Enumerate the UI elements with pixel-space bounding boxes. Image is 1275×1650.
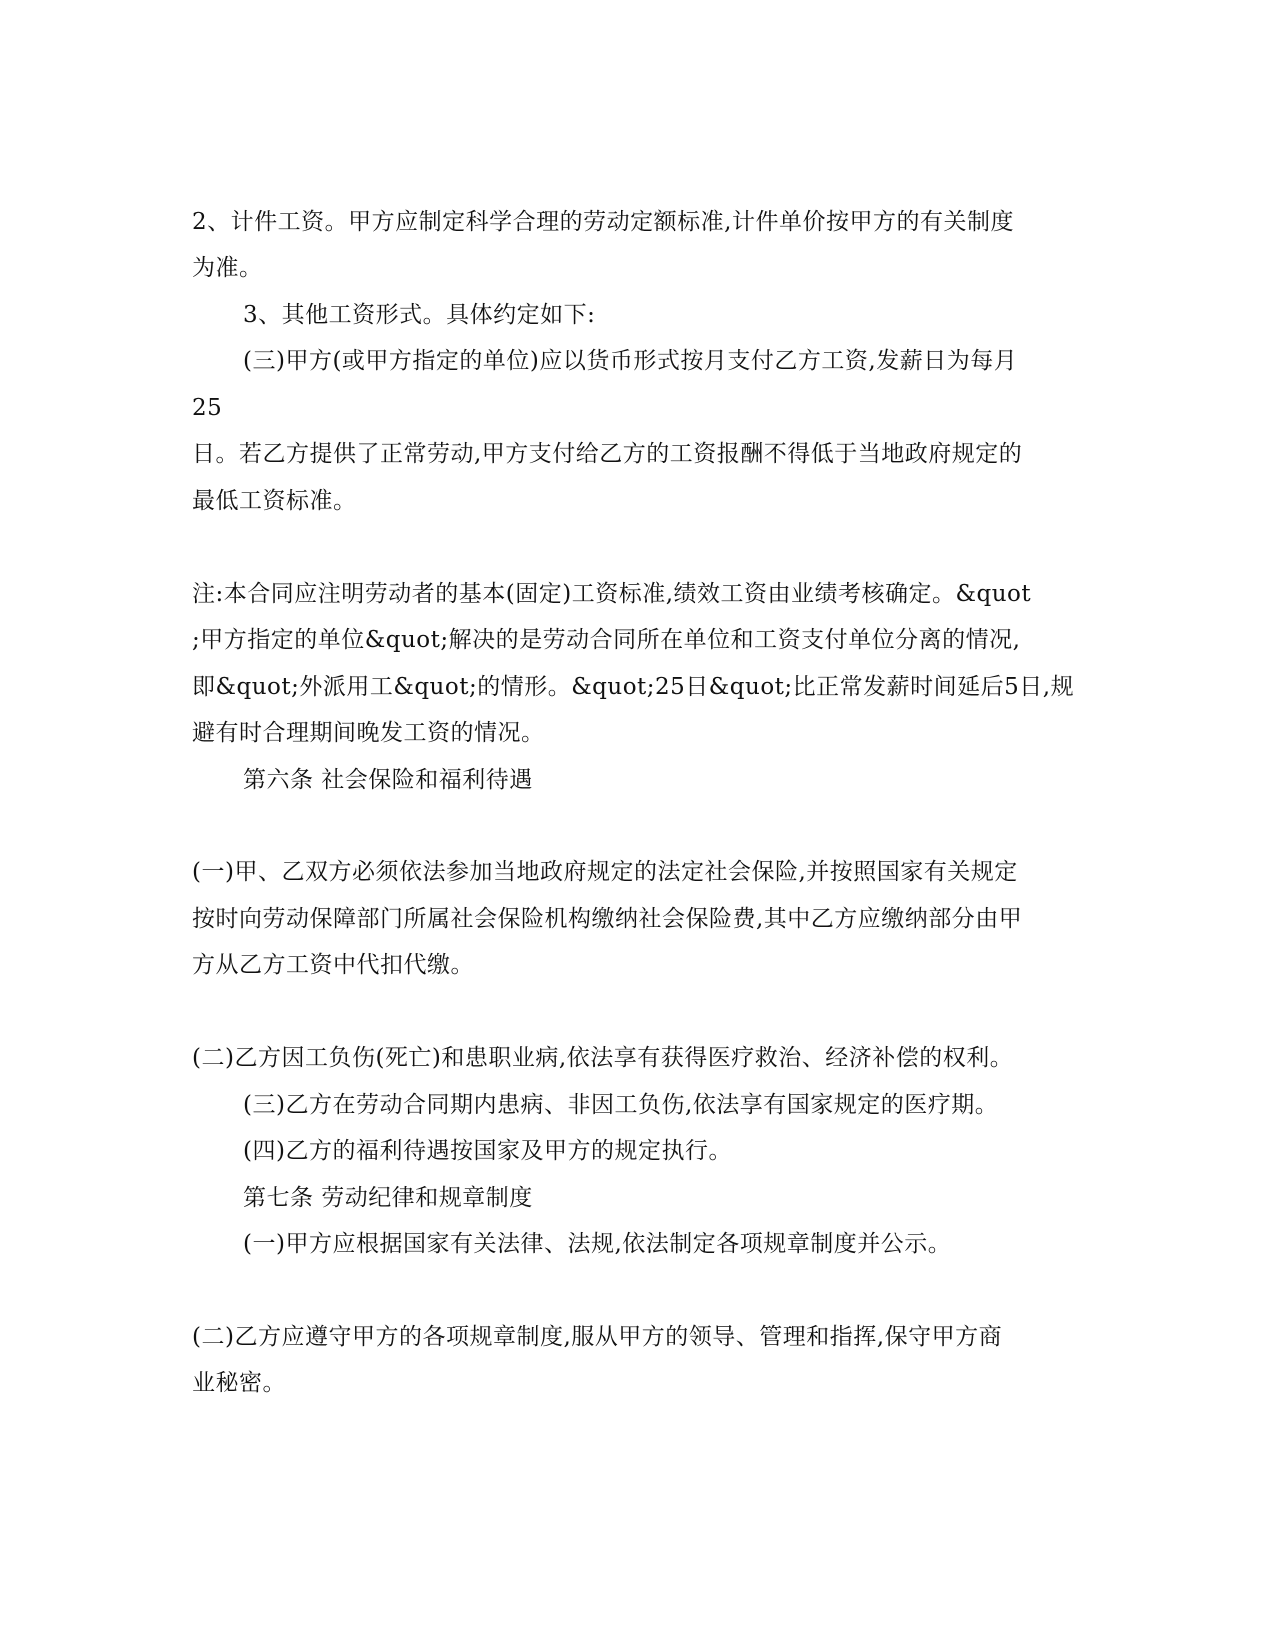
text-line: 日。若乙方提供了正常劳动,甲方支付给乙方的工资报酬不得低于当地政府规定的 [192, 441, 1023, 467]
text-line: 注:本合同应注明劳动者的基本(固定)工资标准,绩效工资由业绩考核确定。&quot [192, 581, 1032, 607]
section-heading: 第七条 劳动纪律和规章制度 [243, 1185, 533, 1211]
text-line: 按时向劳动保障部门所属社会保险机构缴纳社会保险费,其中乙方应缴纳部分由甲 [192, 906, 1023, 932]
text-line: (一)甲方应根据国家有关法律、法规,依法制定各项规章制度并公示。 [243, 1231, 952, 1257]
text-line: (二)乙方应遵守甲方的各项规章制度,服从甲方的领导、管理和指挥,保守甲方商 [192, 1324, 1003, 1350]
text-line: 方从乙方工资中代扣代缴。 [192, 952, 474, 978]
text-line: 为准。 [192, 255, 263, 281]
text-line: (三)甲方(或甲方指定的单位)应以货币形式按月支付乙方工资,发薪日为每月 [243, 348, 1018, 374]
text-line: 2、计件工资。甲方应制定科学合理的劳动定额标准,计件单价按甲方的有关制度 [192, 209, 1014, 235]
text-line: ;甲方指定的单位&quot;解决的是劳动合同所在单位和工资支付单位分离的情况, [192, 627, 1021, 653]
text-line: 25 [192, 395, 223, 421]
text-line: 3、其他工资形式。具体约定如下: [243, 302, 596, 328]
text-line: 避有时合理期间晚发工资的情况。 [192, 720, 545, 746]
text-line: (一)甲、乙双方必须依法参加当地政府规定的法定社会保险,并按照国家有关规定 [192, 859, 1018, 885]
text-line: 即&quot;外派用工&quot;的情形。&quot;25日&quot;比正常发薪时间延后5日,规 [192, 674, 1075, 700]
text-line: 最低工资标准。 [192, 488, 357, 514]
text-line: (四)乙方的福利待遇按国家及甲方的规定执行。 [243, 1138, 732, 1164]
text-line: (三)乙方在劳动合同期内患病、非因工负伤,依法享有国家规定的医疗期。 [243, 1092, 999, 1118]
text-line: (二)乙方因工负伤(死亡)和患职业病,依法享有获得医疗救治、经济补偿的权利。 [192, 1045, 1014, 1071]
section-heading: 第六条 社会保险和福利待遇 [243, 767, 533, 793]
text-line: 业秘密。 [192, 1370, 286, 1396]
